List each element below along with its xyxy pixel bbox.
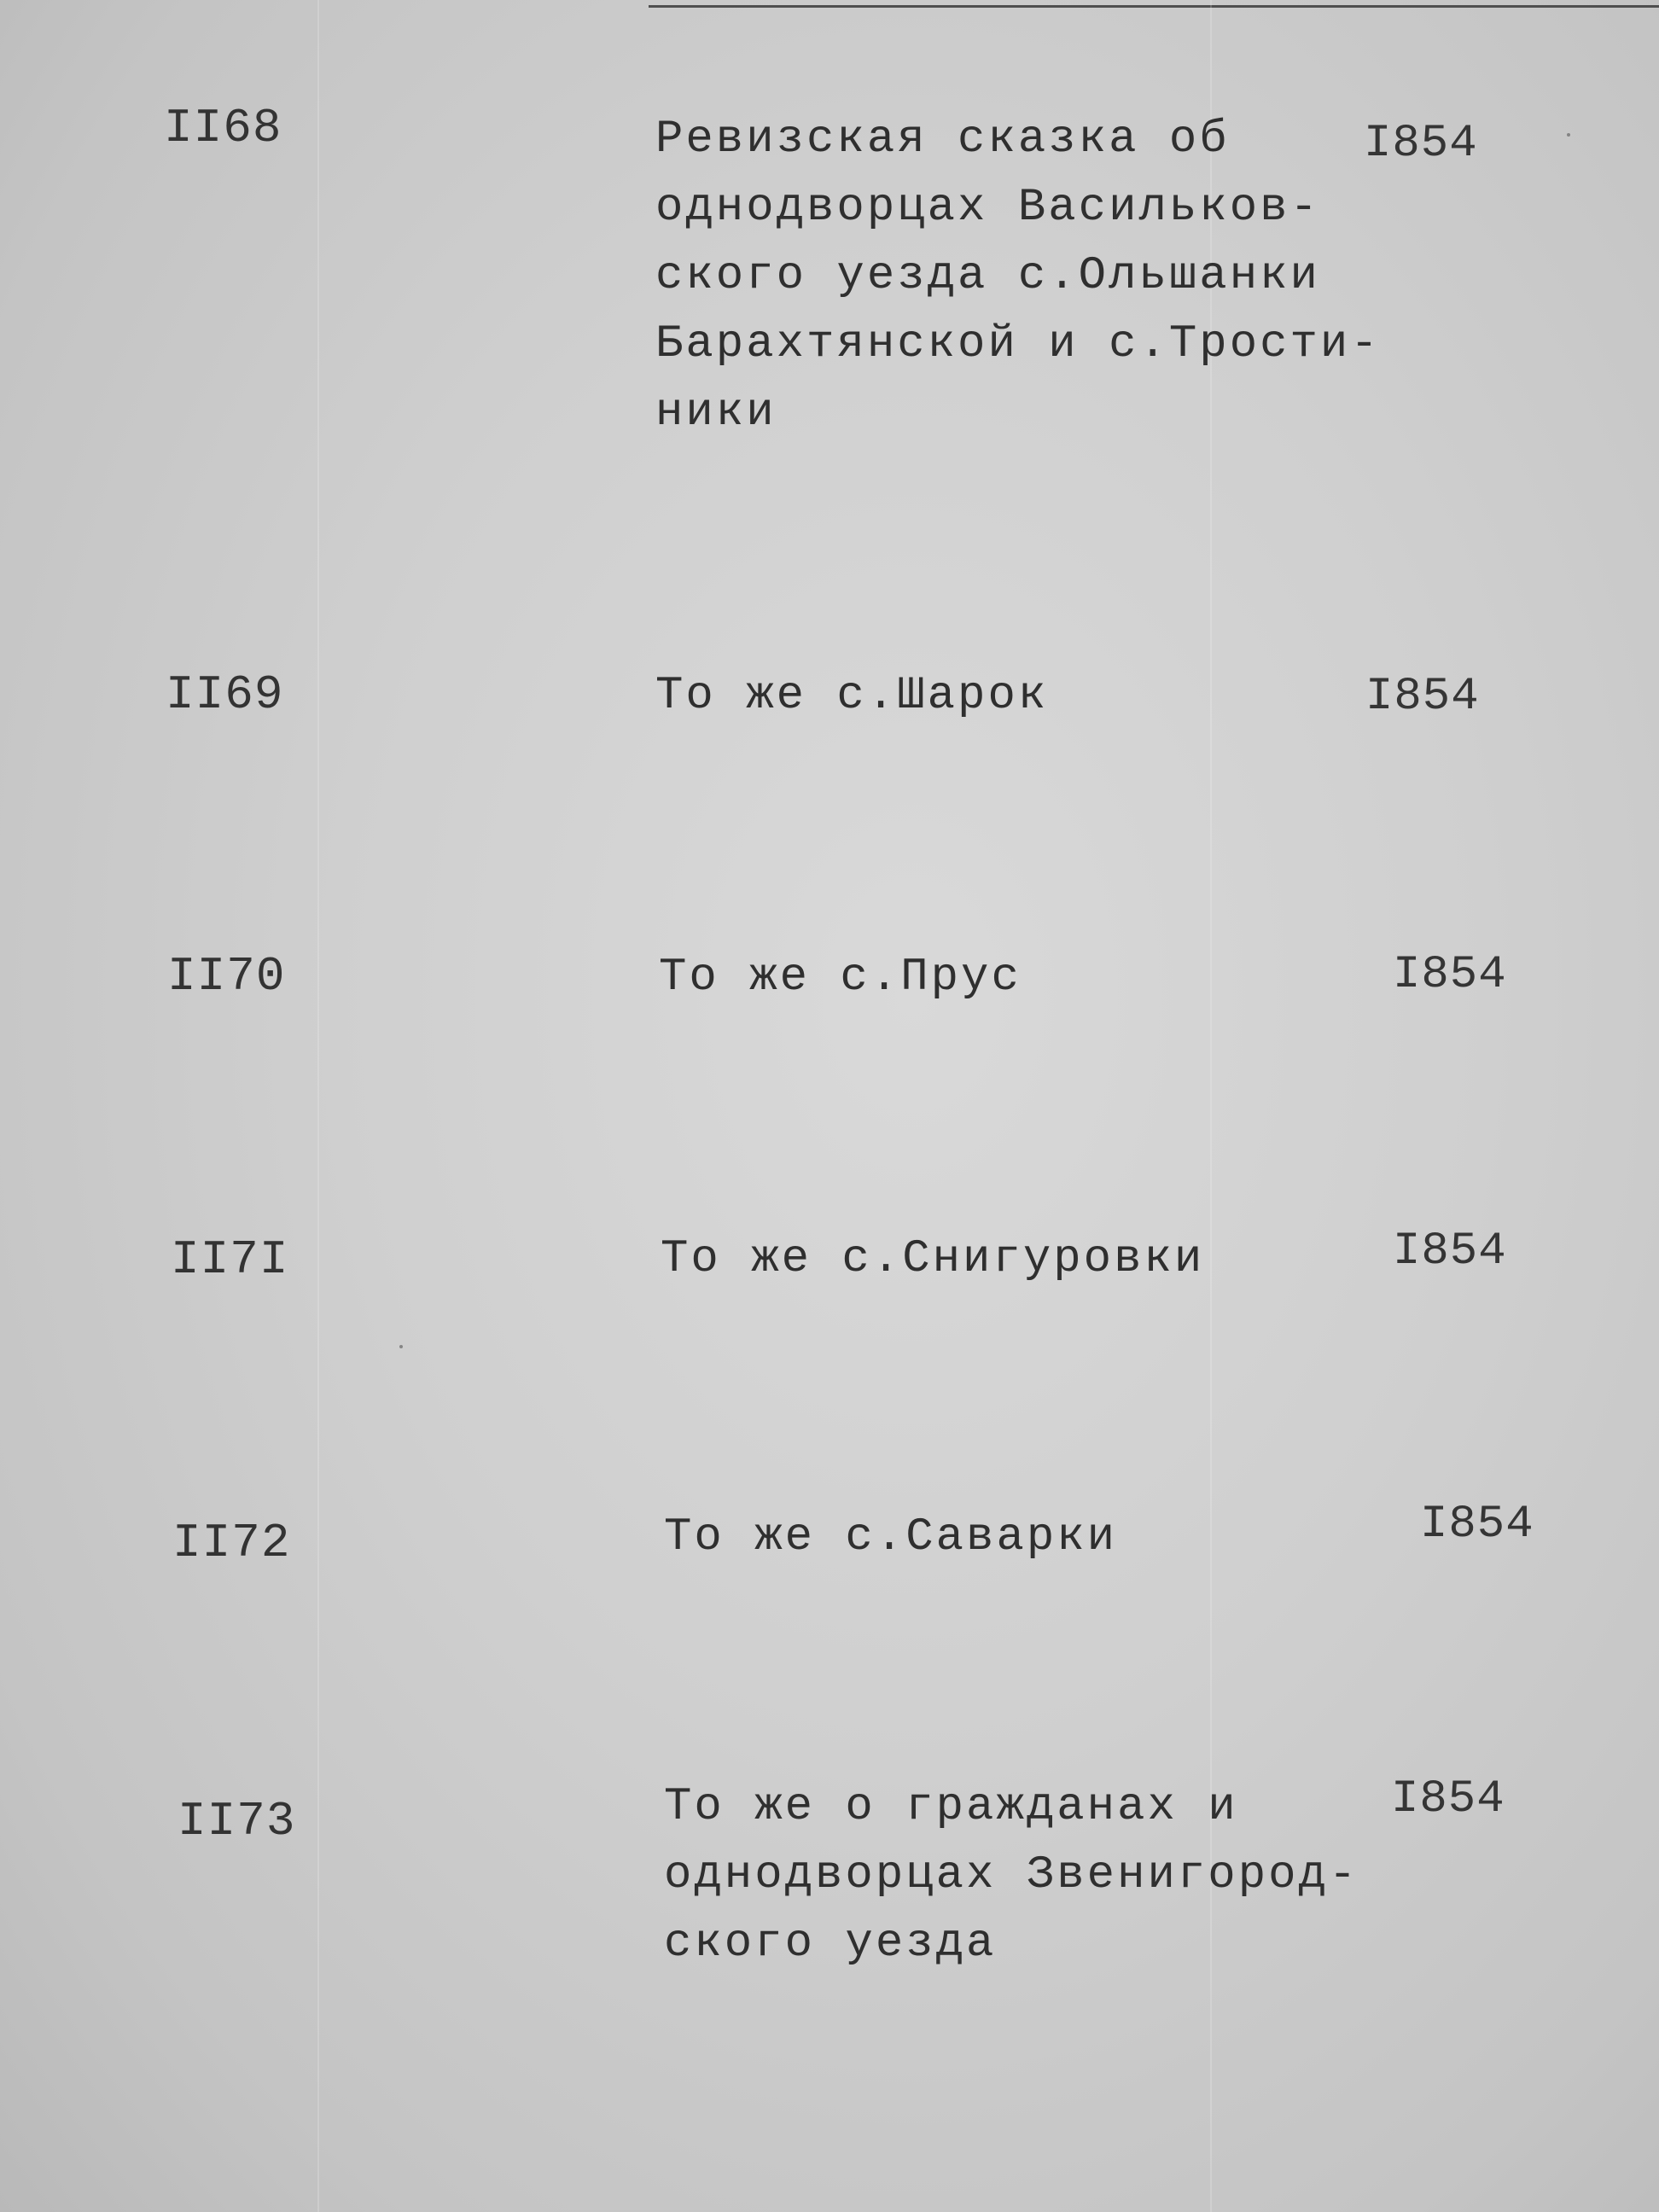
record-year: I854 xyxy=(1420,1499,1534,1551)
description-line: однодворцах Васильков- xyxy=(655,182,1320,234)
record-number: II72 xyxy=(172,1516,291,1570)
description-line: ники xyxy=(655,387,777,439)
record-number: II69 xyxy=(166,667,284,722)
record-description xyxy=(661,1225,1204,1294)
record-description xyxy=(655,106,1381,447)
top-rule-line xyxy=(649,5,1659,8)
description-line: Ревизская сказка об xyxy=(655,114,1230,166)
description-line: То же с.Саварки xyxy=(664,1511,1118,1563)
description-line: То же о гражданах и xyxy=(664,1781,1238,1833)
paper-speck xyxy=(399,1345,403,1348)
record-description xyxy=(664,1773,1359,1978)
description-line: То же с.Прус xyxy=(659,952,1022,1004)
record-number: II7I xyxy=(171,1232,289,1287)
description-line: Барахтянской и с.Трости- xyxy=(655,318,1381,370)
record-year: I854 xyxy=(1364,118,1478,170)
record-description xyxy=(664,1504,1117,1572)
paper-speck xyxy=(1567,133,1570,137)
description-line: ского уезда xyxy=(664,1918,997,1970)
record-description xyxy=(655,662,1048,731)
description-line: однодворцах Звенигород- xyxy=(664,1849,1359,1901)
record-year: I854 xyxy=(1391,1773,1505,1825)
description-line: ского уезда с.Ольшанки xyxy=(655,250,1320,302)
paper-fold-line xyxy=(317,0,319,2212)
record-year: I854 xyxy=(1393,949,1507,1001)
record-number: II70 xyxy=(167,949,286,1004)
record-description xyxy=(659,944,1022,1012)
record-number: II73 xyxy=(178,1794,296,1848)
record-year: I854 xyxy=(1365,671,1480,723)
description-line: То же с.Шарок xyxy=(655,670,1049,722)
description-line: То же с.Снигуровки xyxy=(661,1233,1205,1285)
record-number: II68 xyxy=(164,101,282,155)
record-year: I854 xyxy=(1393,1225,1507,1278)
